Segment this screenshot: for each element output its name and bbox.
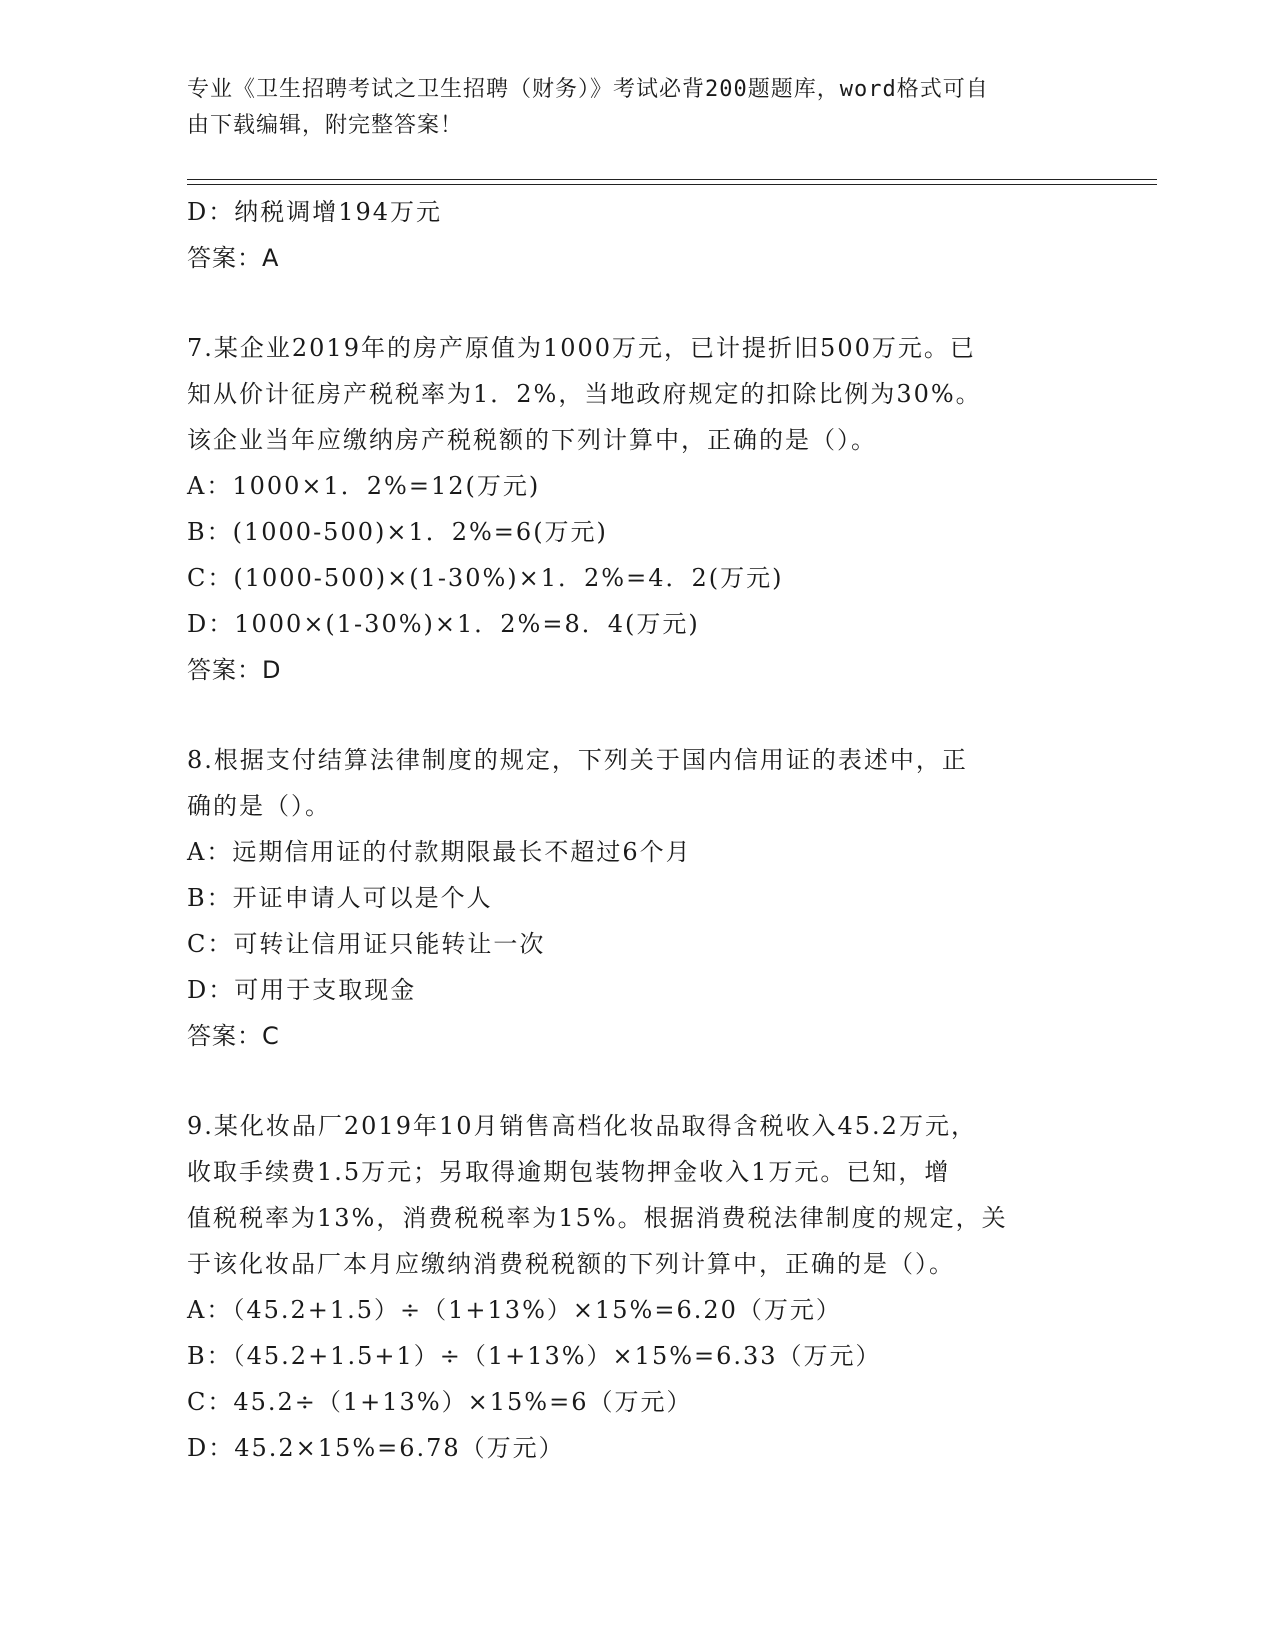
option-a: A：（45.2+1.5）÷（1+13%）×15%=6.20（万元） (187, 1296, 842, 1324)
question-content (187, 189, 1087, 1471)
question-9 (187, 1103, 1087, 1471)
question-stem-line: 9.某化妆品厂2019年10月销售高档化妆品取得含税收入45.2万元， (187, 1112, 977, 1140)
question-stem-line: 于该化妆品厂本月应缴纳消费税税额的下列计算中，正确的是（）。 (187, 1250, 955, 1278)
option-b: B：开证申请人可以是个人 (187, 884, 493, 912)
answer: 答案：C (187, 1022, 280, 1050)
question-stem-line: 确的是（）。 (187, 792, 331, 820)
option-a: A：1000×1．2%=12(万元) (187, 472, 541, 500)
option-b: B：(1000-500)×1．2%=6(万元) (187, 518, 608, 546)
question-7 (187, 325, 1087, 693)
answer: 答案：A (187, 244, 280, 272)
option-d: D：45.2×15%=6.78（万元） (187, 1434, 565, 1462)
header-divider-top (187, 179, 1157, 180)
option-a: A：远期信用证的付款期限最长不超过6个月 (187, 838, 692, 866)
option-d: D：纳税调增194万元 (187, 198, 443, 226)
header-line-1: 专业《卫生招聘考试之卫生招聘（财务）》考试必背200题题库，word格式可自 (187, 77, 989, 102)
question-stem-line: 7.某企业2019年的房产原值为1000万元，已计提折旧500万元。已 (187, 334, 976, 362)
answer: 答案：D (187, 656, 282, 684)
option-c: C：45.2÷（1+13%）×15%=6（万元） (187, 1388, 693, 1416)
previous-question-tail (187, 189, 1087, 281)
option-d: D：1000×(1-30%)×1．2%=8．4(万元) (187, 610, 700, 638)
header-line-2: 由下载编辑，附完整答案！ (187, 113, 464, 138)
question-stem-line: 知从价计征房产税税率为1．2%，当地政府规定的扣除比例为30%。 (187, 380, 982, 408)
option-c: C：可转让信用证只能转让一次 (187, 930, 546, 958)
question-stem-line: 收取手续费1.5万元；另取得逾期包装物押金收入1万元。已知，增 (187, 1158, 951, 1186)
question-stem-line: 值税税率为13%，消费税税率为15%。根据消费税法律制度的规定，关 (187, 1204, 1008, 1232)
question-8 (187, 737, 1087, 1059)
page-header (187, 72, 1087, 144)
option-d: D：可用于支取现金 (187, 976, 417, 1004)
question-stem-line: 8.根据支付结算法律制度的规定，下列关于国内信用证的表述中，正 (187, 746, 968, 774)
question-stem-line: 该企业当年应缴纳房产税税额的下列计算中，正确的是（）。 (187, 426, 877, 454)
option-b: B：（45.2+1.5+1）÷（1+13%）×15%=6.33（万元） (187, 1342, 882, 1370)
header-divider-bottom (187, 184, 1157, 185)
option-c: C：(1000-500)×(1-30%)×1．2%=4．2(万元) (187, 564, 784, 592)
